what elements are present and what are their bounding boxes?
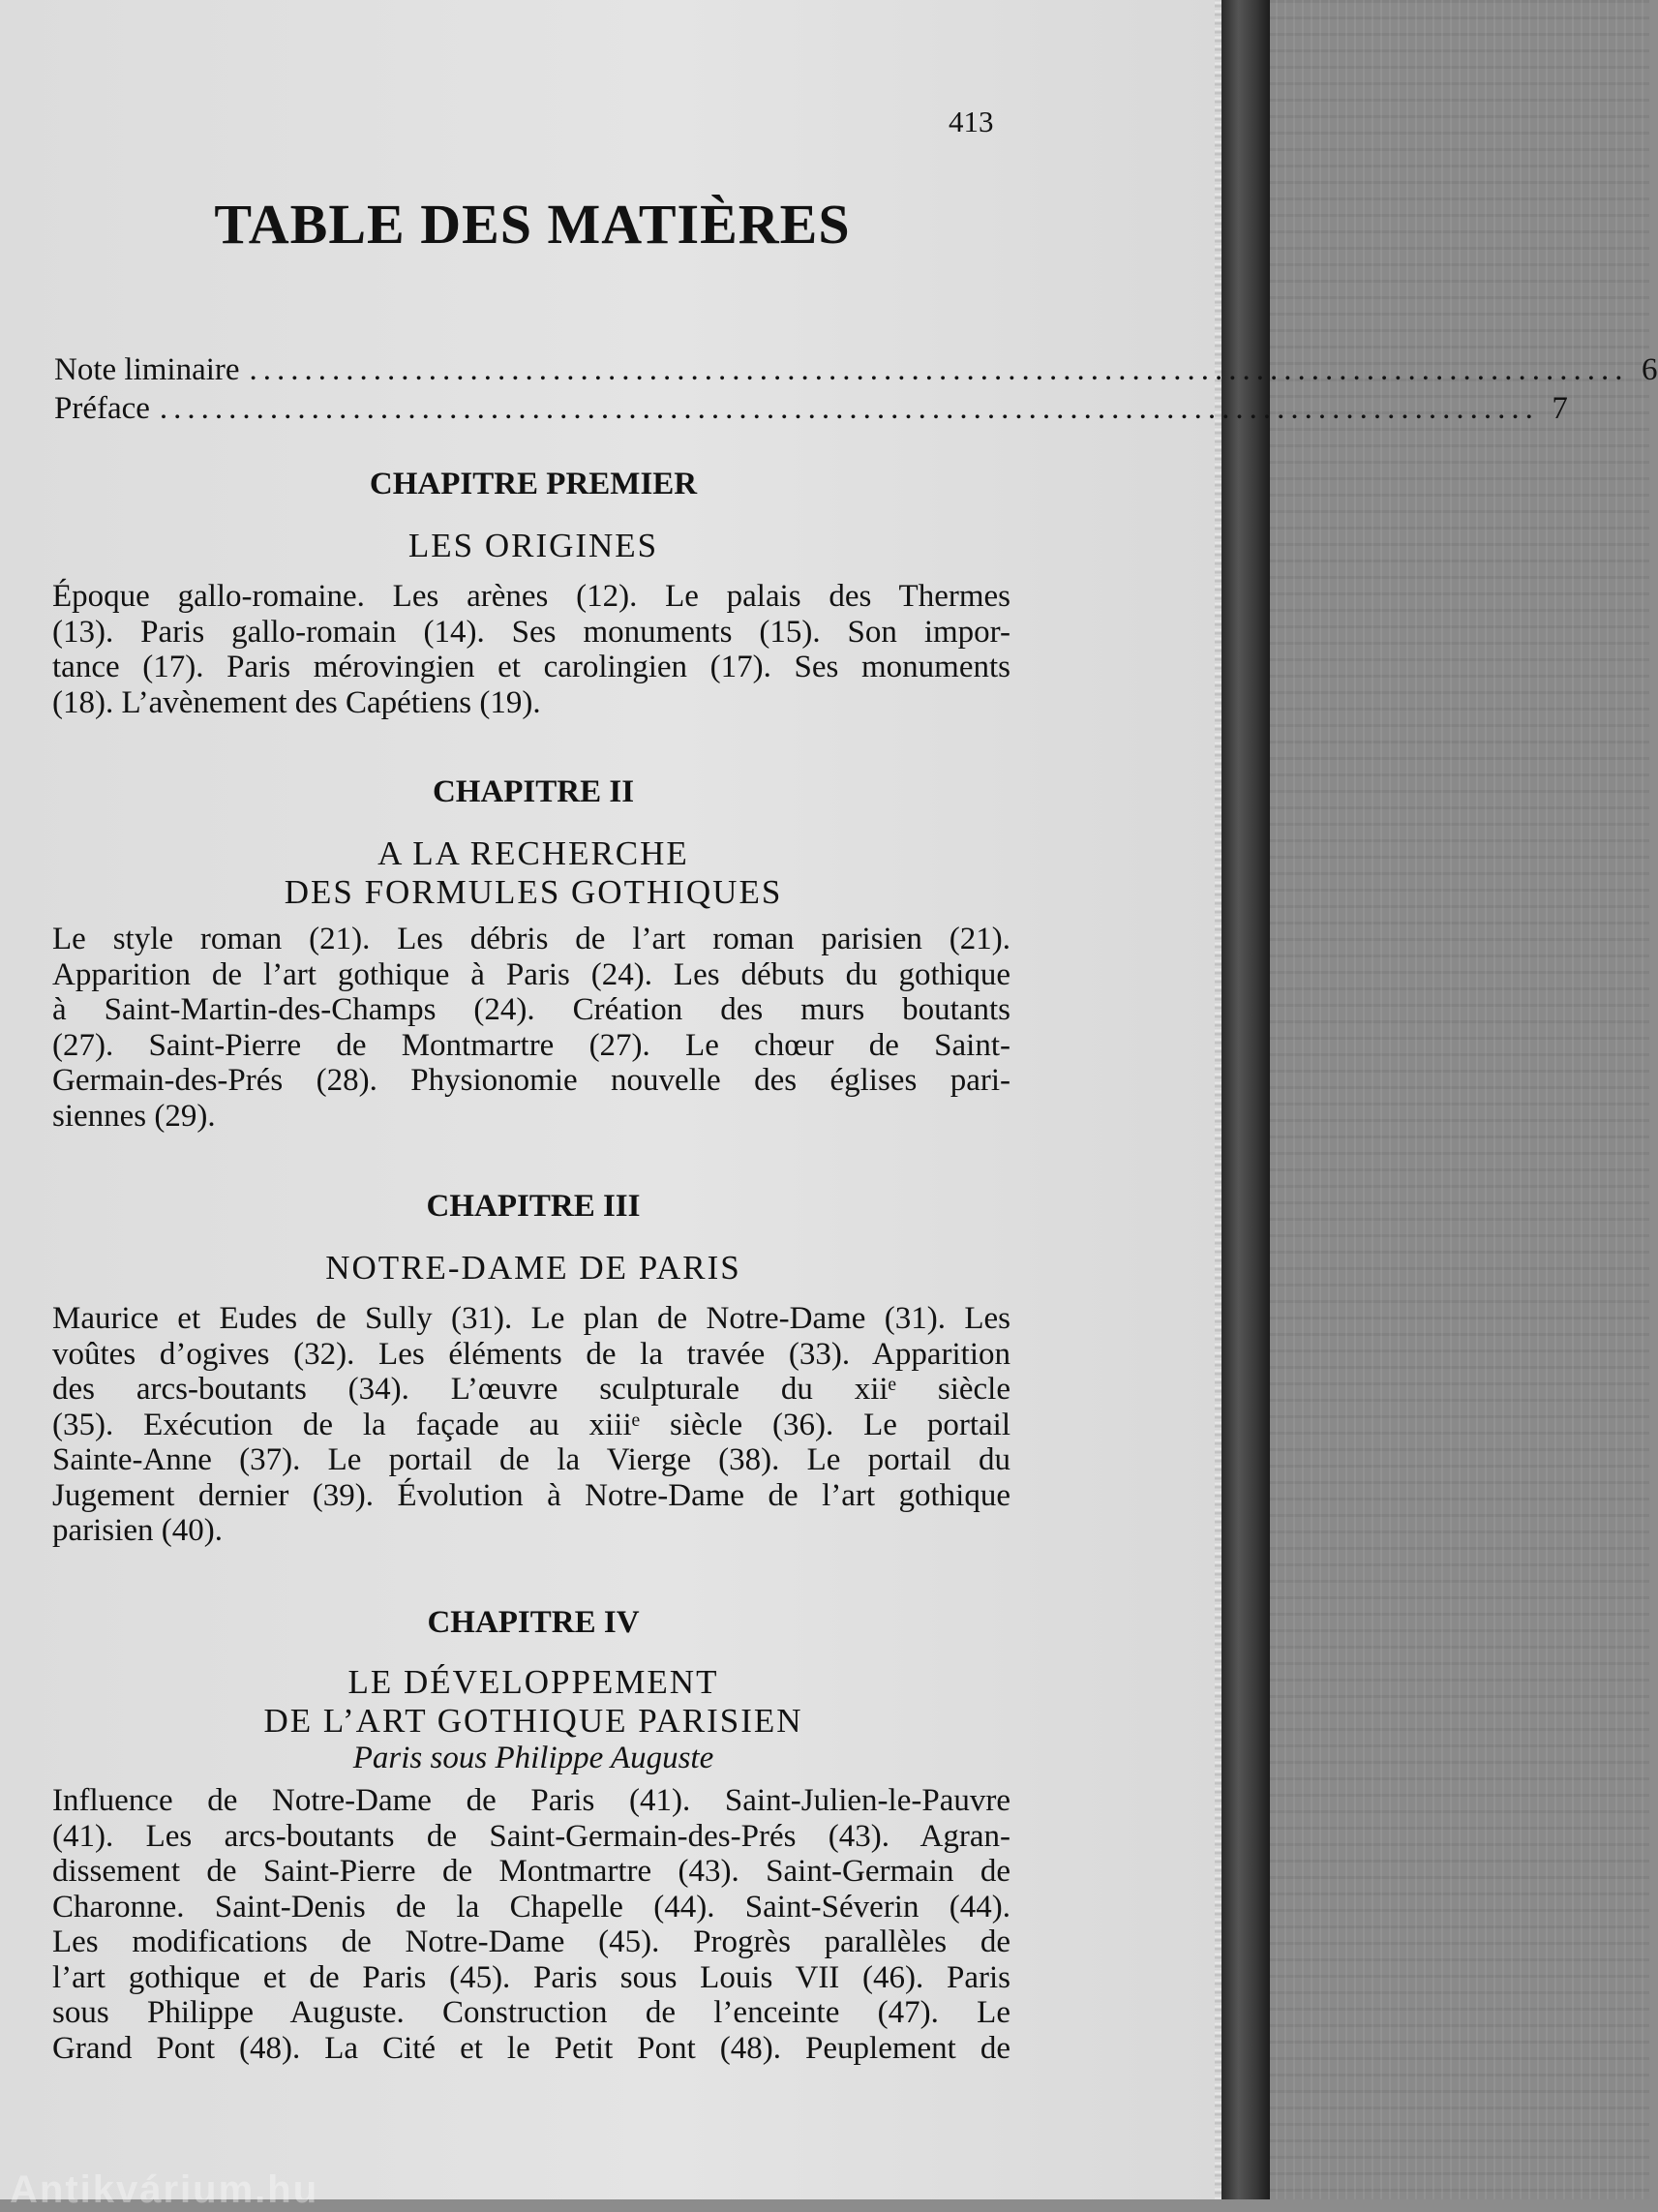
chapter-title-line: NOTRE-DAME DE PARIS bbox=[325, 1249, 741, 1287]
chapter-2-heading: CHAPITRE II bbox=[432, 774, 635, 809]
summary-line: voûtes d’ogives (32). Les éléments de la travée (33). Apparition bbox=[52, 1336, 1010, 1372]
summary-line: à Saint-Martin-des-Champs (24). Création des murs boutants bbox=[52, 992, 1010, 1027]
chapter-4-heading: CHAPITRE IV bbox=[427, 1605, 640, 1640]
chapter-2-title bbox=[54, 834, 1012, 912]
summary-line: Apparition de l’art gothique à Paris (24). Les débuts du gothique bbox=[52, 956, 1010, 992]
chapter-title-line: LES ORIGINES bbox=[407, 527, 659, 564]
summary-line: (41). Les arcs-boutants de Saint-Germain-des-Prés (43). Agran- bbox=[52, 1818, 1010, 1854]
chapter-3-title bbox=[54, 1249, 1012, 1288]
summary-line: dissement de Saint-Pierre de Montmartre (43). Saint-Germain de bbox=[52, 1854, 1010, 1889]
page-title: TABLE DES MATIÈRES bbox=[214, 193, 851, 256]
watermark-text: Antikvárium.hu bbox=[10, 2168, 319, 2211]
summary-line: Influence de Notre-Dame de Paris (41). Saint-Julien-le-Pauvre bbox=[52, 1783, 1010, 1818]
summary-line: Jugement dernier (39). Évolution à Notre-Dame de l’art gothique bbox=[52, 1477, 1010, 1513]
summary-line: Germain-des-Prés (28). Physionomie nouvelle des églises pari- bbox=[52, 1063, 1010, 1098]
book-spine bbox=[1221, 0, 1270, 2199]
page-number: 413 bbox=[949, 105, 994, 138]
toc-entry-preface bbox=[54, 391, 1568, 427]
summary-line: Époque gallo-romaine. Les arènes (12). Le palais des Thermes bbox=[52, 579, 1010, 614]
toc-entry-note-liminaire bbox=[54, 352, 1658, 388]
toc-entry-label: Préface bbox=[54, 391, 150, 426]
summary-line: siennes (29). bbox=[52, 1098, 216, 1134]
summary-line: Sainte-Anne (37). Le portail de la Vierge (38). Le portail du bbox=[52, 1442, 1010, 1477]
chapter-title-line: DE L’ART GOTHIQUE PARISIEN bbox=[263, 1702, 803, 1740]
summary-line: parisien (40). bbox=[52, 1513, 223, 1548]
summary-line: (13). Paris gallo-romain (14). Ses monuments (15). Son impor- bbox=[52, 614, 1010, 650]
summary-line: Le style roman (21). Les débris de l’art roman parisien (21). bbox=[52, 922, 1010, 956]
summary-line: (18). L’avènement des Capétiens (19). bbox=[52, 684, 541, 720]
chapter-1-heading: CHAPITRE PREMIER bbox=[369, 467, 698, 501]
toc-entry-page: 7 bbox=[1552, 391, 1568, 426]
chapter-title-line: LE DÉVELOPPEMENT bbox=[347, 1663, 719, 1701]
summary-line: Charonne. Saint-Denis de la Chapelle (44). Saint-Séverin (44). bbox=[52, 1889, 1010, 1924]
leader-dots: .................................................................................................... bbox=[249, 352, 1629, 387]
toc-entry-label: Note liminaire bbox=[54, 352, 240, 387]
table-surface bbox=[1258, 0, 1649, 2199]
leader-dots: .................................................................................................... bbox=[159, 391, 1539, 426]
chapter-3-summary bbox=[52, 1301, 1010, 1549]
summary-line: tance (17). Paris mérovingien et carolingien (17). Ses monuments bbox=[52, 650, 1010, 684]
chapter-title-line: A LA RECHERCHE bbox=[377, 834, 689, 872]
summary-line: des arcs-boutants (34). L’œuvre sculpturale du xiiᵉ siècle bbox=[52, 1372, 1010, 1407]
summary-line: sous Philippe Auguste. Construction de l’enceinte (47). Le bbox=[52, 1995, 1010, 2030]
chapter-4-subtitle: Paris sous Philippe Auguste bbox=[352, 1741, 714, 1775]
chapter-1-title bbox=[54, 527, 1012, 565]
chapter-3-heading: CHAPITRE III bbox=[426, 1189, 641, 1224]
chapter-1-summary bbox=[52, 579, 1010, 720]
toc-entry-page: 6 bbox=[1642, 352, 1658, 387]
chapter-title-line: DES FORMULES GOTHIQUES bbox=[284, 873, 783, 911]
summary-line: Maurice et Eudes de Sully (31). Le plan de Notre-Dame (31). Les bbox=[52, 1301, 1010, 1336]
chapter-2-summary bbox=[52, 922, 1010, 1134]
chapter-4-title bbox=[54, 1663, 1012, 1741]
summary-line: (27). Saint-Pierre de Montmartre (27). Le chœur de Saint- bbox=[52, 1027, 1010, 1063]
summary-line: Les modifications de Notre-Dame (45). Progrès parallèles de bbox=[52, 1924, 1010, 1959]
chapter-4-summary bbox=[52, 1783, 1010, 2066]
summary-line: l’art gothique et de Paris (45). Paris sous Louis VII (46). Paris bbox=[52, 1959, 1010, 1995]
summary-line: Grand Pont (48). La Cité et le Petit Pont (48). Peuplement de bbox=[52, 2030, 1010, 2066]
summary-line: (35). Exécution de la façade au xiiiᵉ siècle (36). Le portail bbox=[52, 1407, 1010, 1442]
